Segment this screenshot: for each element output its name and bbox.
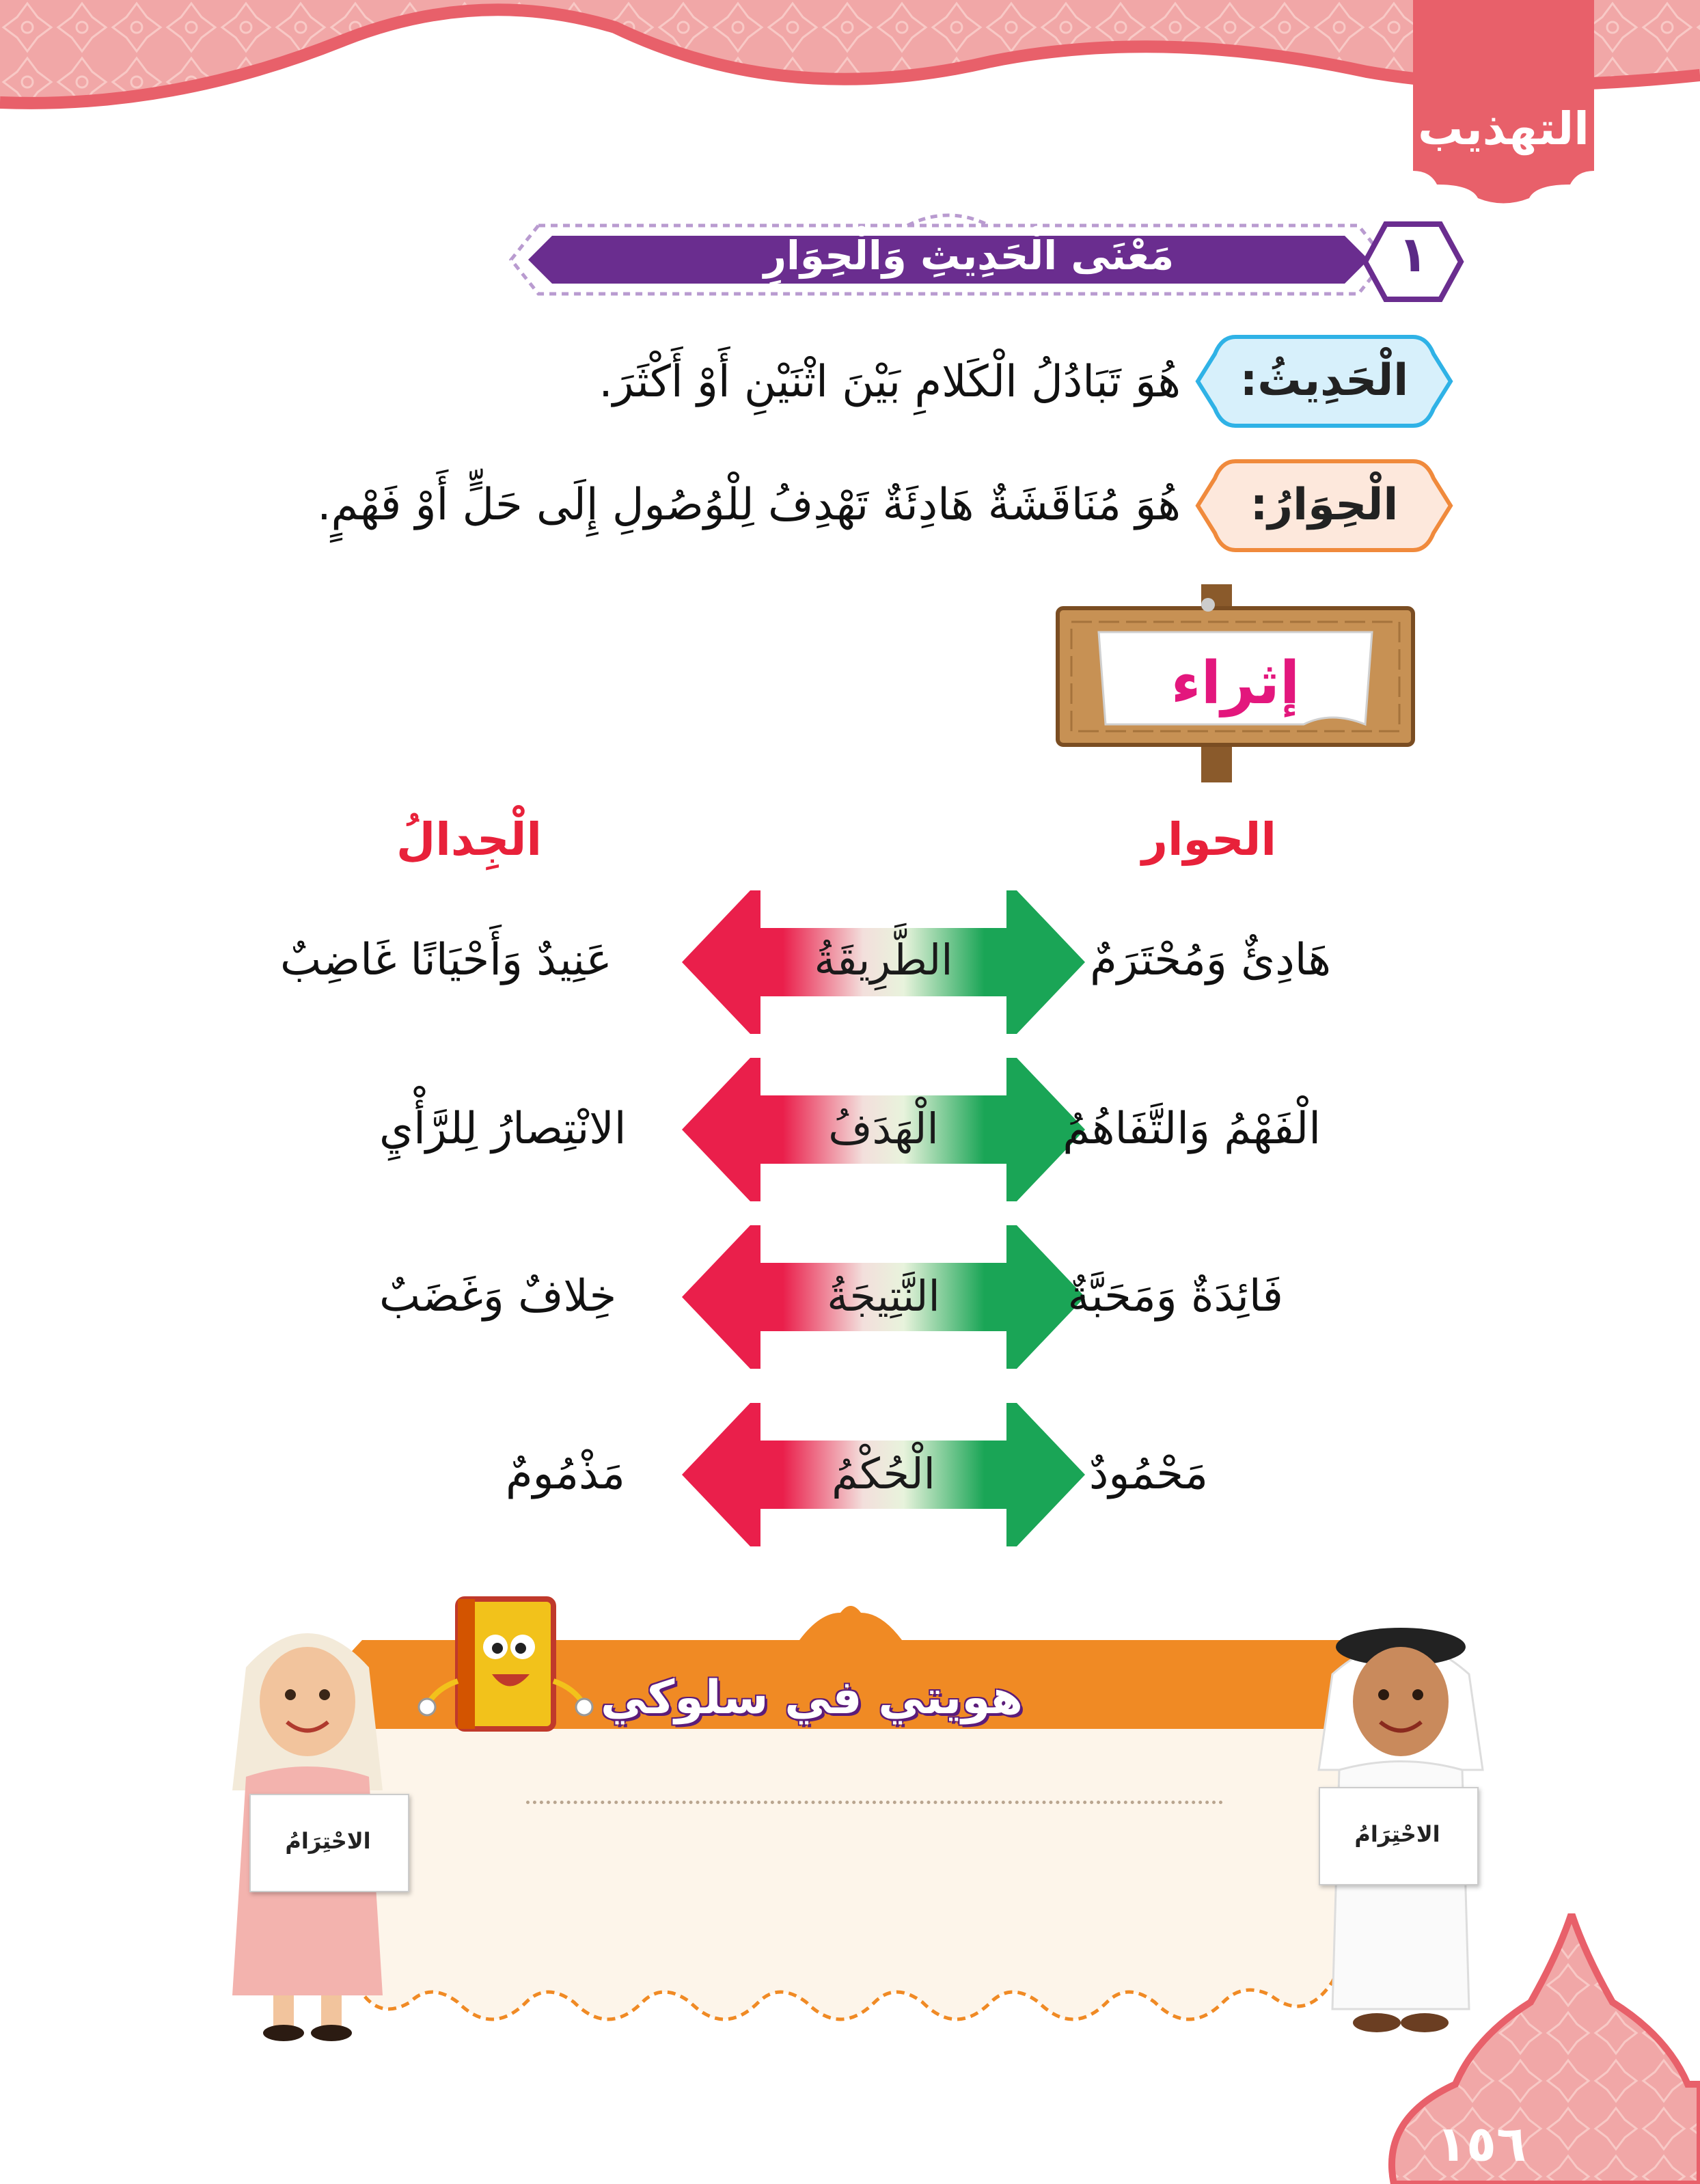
dialogue-header: الحوار [1142, 813, 1276, 866]
argument-cell: خِلافٌ وَغَضَبٌ [379, 1271, 617, 1322]
subject-title: التهذيب [1418, 103, 1589, 155]
argument-cell: الانْتِصارُ لِلرَّأْيِ [379, 1104, 627, 1154]
aspect-label: الطَّرِيقَةُ [814, 935, 953, 985]
term-hadith: الْحَدِيثُ: [1239, 355, 1409, 406]
aspect-label: الْهَدَفُ [828, 1104, 939, 1154]
book-mascot-icon [417, 1585, 594, 1743]
dialogue-cell: فَائِدَةٌ وَمَحَبَّةٌ [1067, 1271, 1283, 1322]
aspect-label: النَّتِيجَةُ [827, 1271, 940, 1321]
section-number: ١ [1398, 226, 1428, 283]
definition-hiwar: هُوَ مُنَاقَشَةٌ هَادِئَةٌ تَهْدِفُ لِلْوُصُولِ إِلَى حَلٍّ أَوْ فَهْمٍ. [317, 480, 1181, 530]
identity-title: هويتي في سلوكي [600, 1671, 1024, 1725]
section-title: مَعْنَى الْحَدِيثِ وَالْحِوَارِ [763, 232, 1175, 279]
dialogue-cell: هَادِئٌ وَمُحْتَرَمٌ [1090, 935, 1331, 985]
term-hiwar: الْحِوَارُ: [1250, 480, 1399, 530]
answer-line[interactable] [526, 1801, 1223, 1804]
aspect-label: الْحُكْمُ [832, 1449, 935, 1499]
argument-header: الْجِدالُ [396, 813, 542, 866]
argument-cell: مَذْمُومٌ [506, 1449, 625, 1499]
argument-cell: عَنِيدٌ وَأَحْيَانًا غَاضِبٌ [280, 935, 612, 985]
sign-card-right-text: الاحْتِرَامُ [1354, 1821, 1440, 1847]
dialogue-cell: مَحْمُودٌ [1088, 1449, 1208, 1499]
enrichment-label: إثراء [1170, 649, 1300, 718]
definition-hadith: هُوَ تَبَادُلُ الْكَلامِ بَيْنَ اثْنَيْنِ أَوْ أَكْثَرَ. [599, 357, 1181, 407]
page-number: ١٥٦ [1436, 2115, 1526, 2172]
sign-card-left-text: الاحْتِرَامُ [285, 1828, 371, 1854]
dialogue-cell: الْفَهْمُ وَالتَّفَاهُمُ [1062, 1104, 1321, 1154]
